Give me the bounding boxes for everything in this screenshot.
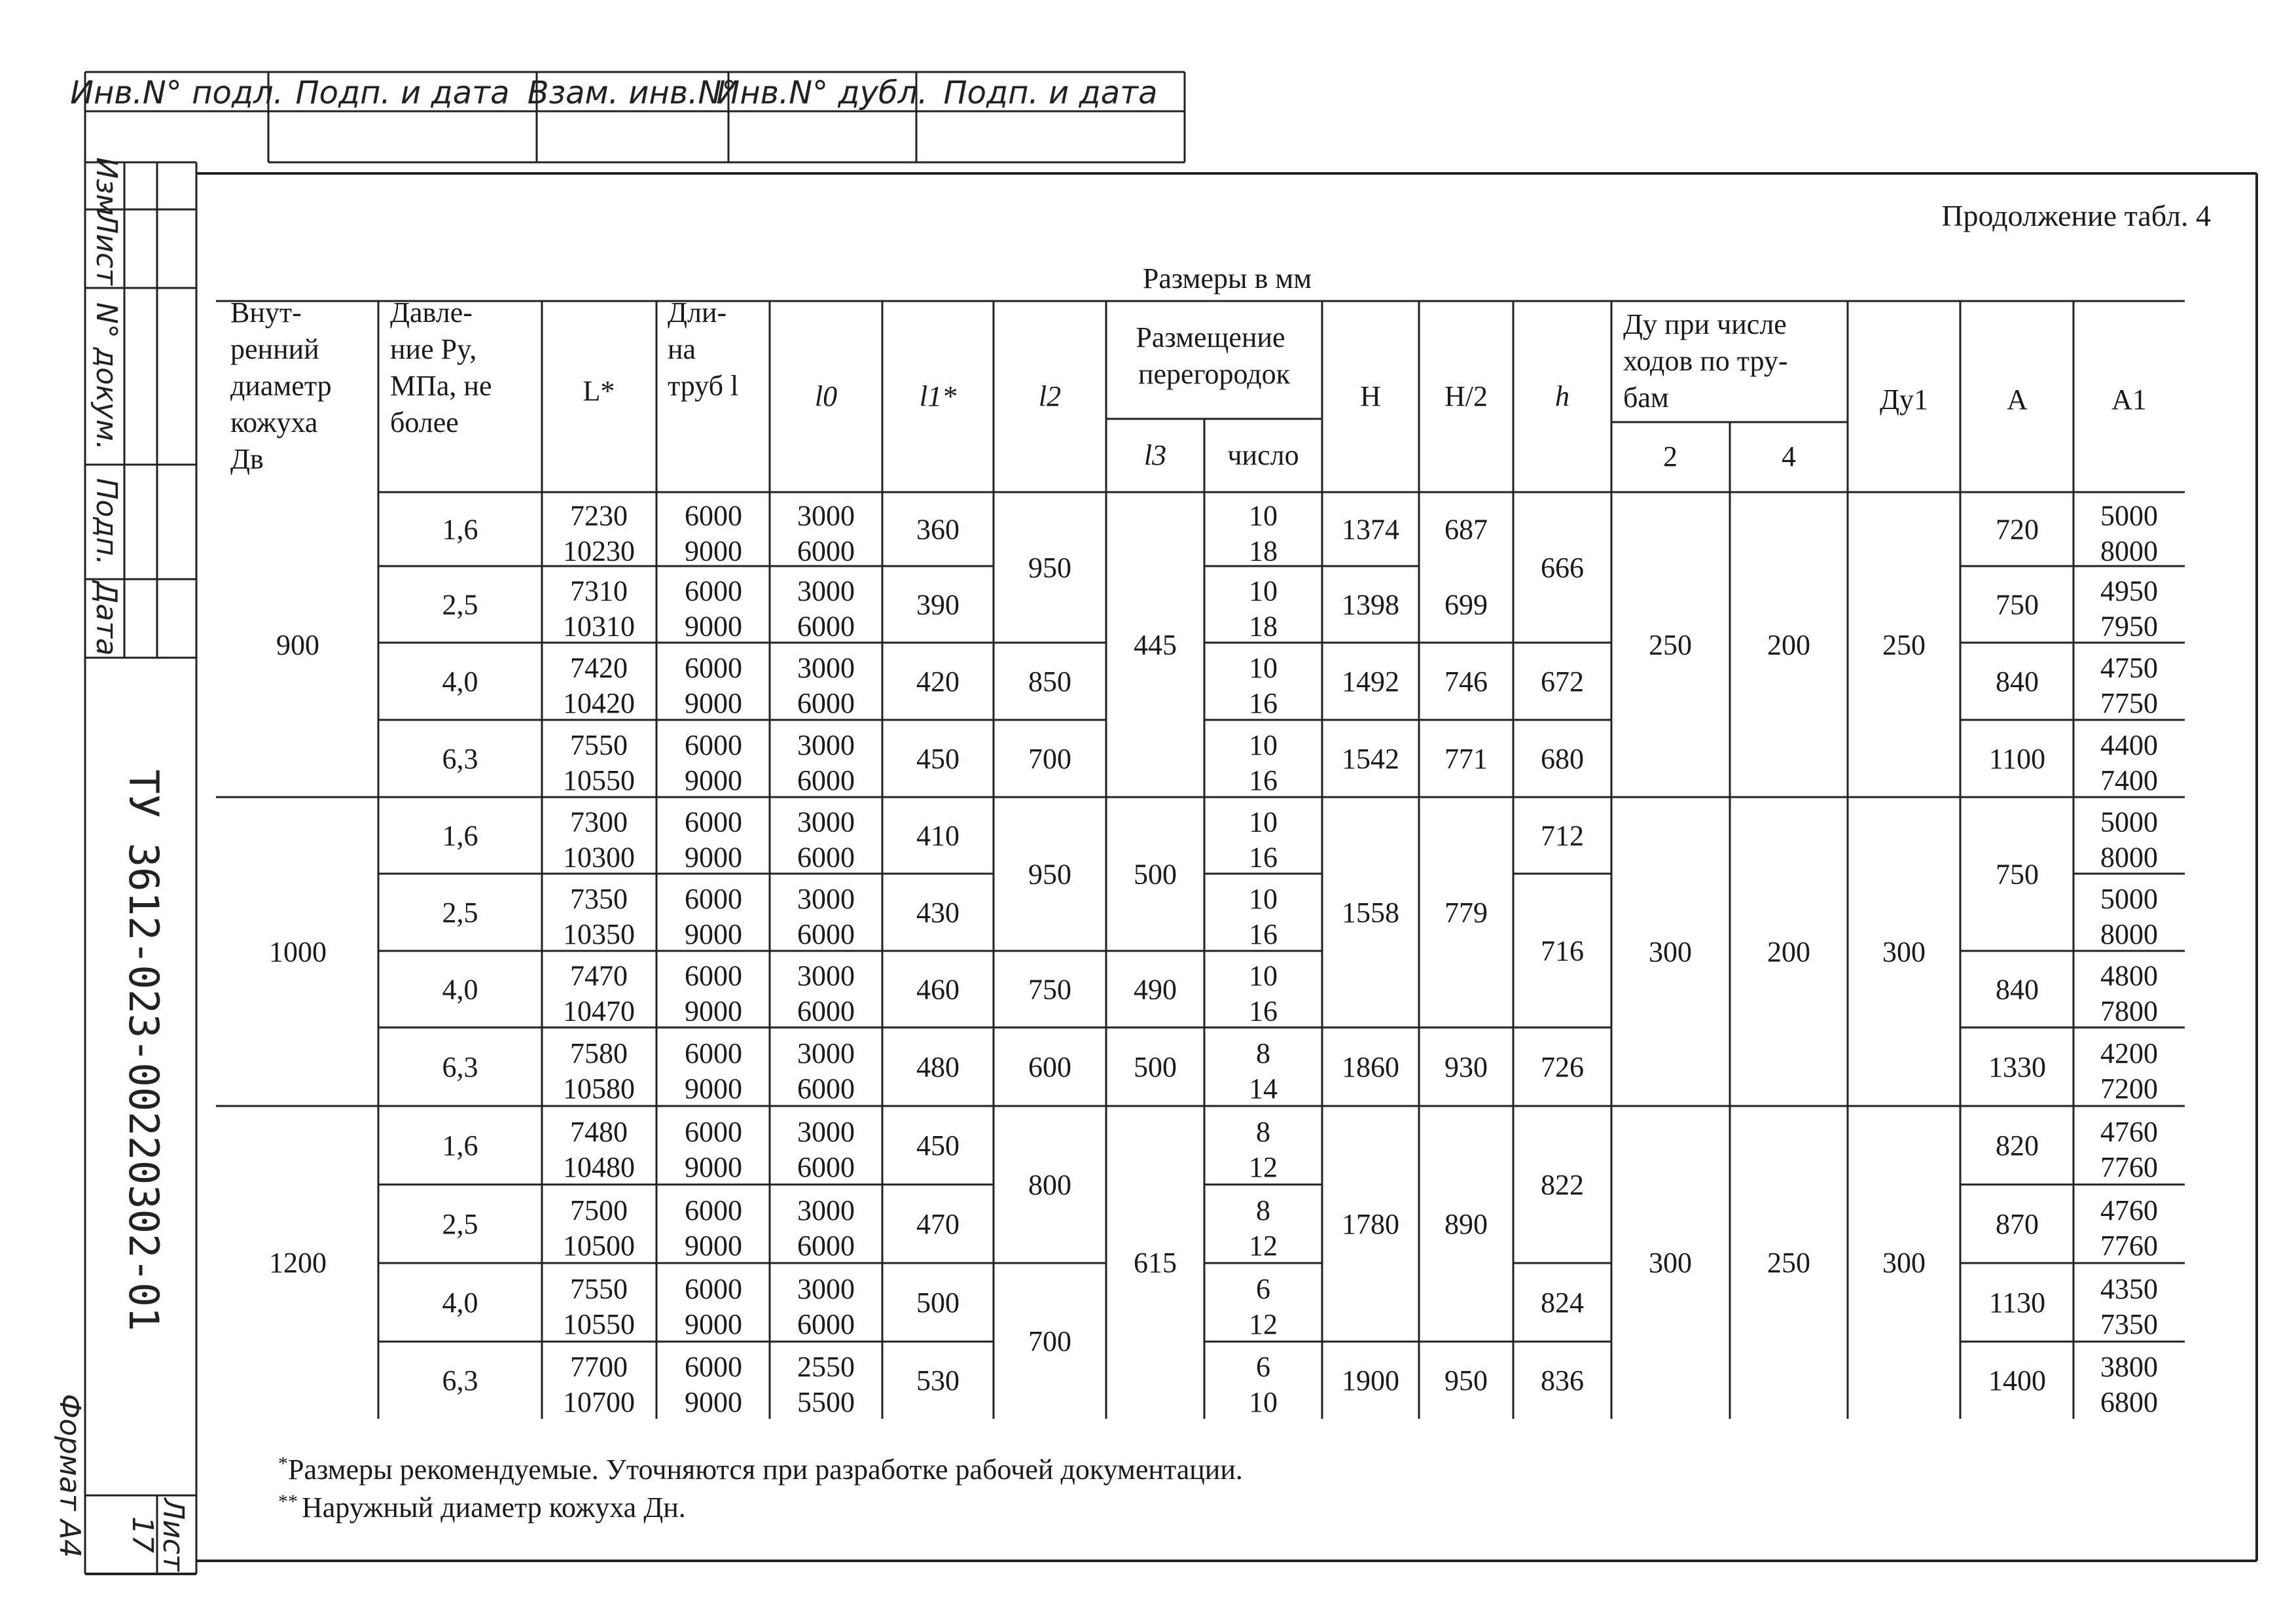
cell-l2: 600 xyxy=(1028,1051,1071,1083)
cell-A: 1330 xyxy=(1988,1051,2046,1083)
header-L: L* xyxy=(583,375,615,407)
cell-l0-b: 5500 xyxy=(797,1386,855,1418)
cell-H: 1900 xyxy=(1342,1364,1399,1397)
cell-l0-a: 3000 xyxy=(797,652,855,684)
cell-L-a: 7350 xyxy=(570,883,628,915)
cell-l0-b: 6000 xyxy=(797,995,855,1027)
cell-baffle-count-a: 6 xyxy=(1256,1351,1270,1383)
header-inner-diameter: Внут- ренний диаметр кожуха Дв xyxy=(230,296,332,475)
cell-L-b: 10420 xyxy=(563,687,635,719)
cell-baffle-count-a: 10 xyxy=(1249,883,1278,915)
cell-tube-length-b: 9000 xyxy=(685,1230,742,1262)
table-caption: Продолжение табл. 4 xyxy=(1941,199,2211,232)
cell-baffle-count-b: 12 xyxy=(1249,1230,1278,1262)
cell-baffle-count-b: 16 xyxy=(1249,764,1278,796)
cell-h: 726 xyxy=(1541,1051,1584,1083)
header-du-passes: Ду при числе ходов по тру- бам xyxy=(1623,308,1788,414)
cell-tube-length-b: 9000 xyxy=(685,841,742,874)
cell-du1: 300 xyxy=(1882,1247,1926,1279)
cell-A1-a: 4950 xyxy=(2100,575,2158,607)
cell-h: 680 xyxy=(1541,743,1584,775)
cell-baffle-count-b: 16 xyxy=(1249,918,1278,950)
cell-l2: 750 xyxy=(1028,973,1071,1006)
cell-A1-a: 4760 xyxy=(2100,1116,2158,1148)
cell-H2: 687 xyxy=(1444,513,1488,546)
cell-baffle-count-b: 12 xyxy=(1249,1151,1278,1183)
cell-diameter: 900 xyxy=(276,629,319,661)
cell-H: 1860 xyxy=(1342,1051,1399,1083)
sheet-label: Лист xyxy=(156,1498,190,1571)
cell-A: 1100 xyxy=(1988,743,2046,775)
cell-du-4: 250 xyxy=(1767,1247,1810,1279)
cell-pressure: 4,0 xyxy=(442,666,478,698)
cell-A: 870 xyxy=(1996,1208,2039,1240)
cell-du1: 250 xyxy=(1882,629,1926,661)
cell-L-b: 10550 xyxy=(563,764,635,796)
cell-L-b: 10480 xyxy=(563,1151,635,1183)
cell-l0-a: 3000 xyxy=(797,1273,855,1305)
cell-baffle-count-b: 18 xyxy=(1249,535,1278,567)
cell-tube-length-b: 9000 xyxy=(685,918,742,950)
cell-pressure: 1,6 xyxy=(442,1130,478,1162)
cell-L-b: 10500 xyxy=(563,1230,635,1262)
cell-h: 666 xyxy=(1541,552,1584,584)
cell-H2: 930 xyxy=(1444,1051,1488,1083)
cell-baffle-count-b: 10 xyxy=(1249,1386,1278,1418)
cell-pressure: 1,6 xyxy=(442,819,478,852)
cell-l0-a: 3000 xyxy=(797,806,855,838)
header-count: число xyxy=(1227,439,1299,471)
cell-tube-length-a: 6000 xyxy=(685,1037,742,1069)
cell-A1-a: 3800 xyxy=(2100,1351,2158,1383)
cell-l0-a: 3000 xyxy=(797,1116,855,1148)
cell-baffle-count-a: 10 xyxy=(1249,652,1278,684)
sheet-number: 17 xyxy=(126,1516,159,1553)
cell-A1-b: 7760 xyxy=(2100,1151,2158,1183)
cell-tube-length-a: 6000 xyxy=(685,806,742,838)
cell-A1-a: 4200 xyxy=(2100,1037,2158,1069)
cell-pressure: 2,5 xyxy=(442,1208,478,1240)
cell-A1-b: 8000 xyxy=(2100,841,2158,874)
cell-l2: 950 xyxy=(1028,858,1071,891)
cell-A1-b: 7760 xyxy=(2100,1230,2158,1262)
cell-baffle-count-a: 8 xyxy=(1256,1116,1270,1148)
cell-l3: 615 xyxy=(1134,1247,1177,1279)
header-l1: l1* xyxy=(919,380,957,412)
side-label-izm: Изм xyxy=(90,157,123,216)
cell-H2: 746 xyxy=(1444,666,1488,698)
cell-baffle-count-a: 8 xyxy=(1256,1194,1270,1226)
cell-A1-a: 4400 xyxy=(2100,729,2158,761)
cell-L-a: 7470 xyxy=(570,959,628,992)
cell-baffle-count-b: 16 xyxy=(1249,687,1278,719)
cell-A: 1400 xyxy=(1988,1364,2046,1397)
stamp-cell-podp-data-2: Подп. и дата xyxy=(943,75,1158,111)
cell-H2: 771 xyxy=(1444,743,1488,775)
header-du1: Ду1 xyxy=(1879,383,1929,416)
header-du-4: 4 xyxy=(1782,440,1796,473)
cell-h: 712 xyxy=(1541,819,1584,852)
cell-diameter: 1200 xyxy=(269,1247,327,1279)
cell-L-a: 7480 xyxy=(570,1116,628,1148)
cell-tube-length-a: 6000 xyxy=(685,1273,742,1305)
cell-l1: 410 xyxy=(916,819,960,852)
cell-l0-b: 6000 xyxy=(797,918,855,950)
side-label-podp: Подп. xyxy=(90,478,123,565)
cell-tube-length-a: 6000 xyxy=(685,729,742,761)
cell-A: 820 xyxy=(1996,1130,2039,1162)
header-l2: l2 xyxy=(1038,380,1062,412)
cell-L-b: 10700 xyxy=(563,1386,635,1418)
header-H: H xyxy=(1360,380,1381,412)
cell-du1: 300 xyxy=(1882,936,1926,968)
format-label: Формат А4 xyxy=(53,1393,86,1558)
cell-L-a: 7700 xyxy=(570,1351,628,1383)
cell-h: 824 xyxy=(1541,1287,1584,1319)
cell-baffle-count-b: 14 xyxy=(1249,1073,1278,1105)
header-pressure: Давле- ние Py, МПа, не более xyxy=(390,296,492,438)
cell-A1-a: 4800 xyxy=(2100,959,2158,992)
cell-tube-length-b: 9000 xyxy=(685,610,742,643)
cell-l0-a: 3000 xyxy=(797,959,855,992)
cell-tube-length-a: 6000 xyxy=(685,652,742,684)
header-tube-length: Дли- на труб l xyxy=(668,296,739,402)
cell-A1-a: 5000 xyxy=(2100,883,2158,915)
cell-tube-length-a: 6000 xyxy=(685,1351,742,1383)
stamp-cell-inv-dubl: Инв.N° дубл. xyxy=(716,75,928,111)
cell-A1-b: 7800 xyxy=(2100,995,2158,1027)
stamp-cell-podp-data: Подп. и дата xyxy=(295,75,510,111)
cell-H: 1558 xyxy=(1342,897,1399,929)
cell-L-b: 10470 xyxy=(563,995,635,1027)
table-body xyxy=(269,500,2158,1419)
cell-A: 750 xyxy=(1996,858,2039,891)
header-A: A xyxy=(2007,383,2028,416)
cell-l0-b: 6000 xyxy=(797,535,855,567)
cell-diameter: 1000 xyxy=(269,936,327,968)
cell-L-b: 10300 xyxy=(563,841,635,874)
cell-L-a: 7550 xyxy=(570,729,628,761)
cell-L-a: 7310 xyxy=(570,575,628,607)
document-code: ТУ 3612-023-00220302-01 xyxy=(120,769,168,1332)
cell-H2: 890 xyxy=(1444,1208,1488,1240)
cell-A: 750 xyxy=(1996,588,2039,621)
cell-l0-b: 6000 xyxy=(797,1151,855,1183)
cell-l2: 800 xyxy=(1028,1169,1071,1201)
cell-A1-a: 4350 xyxy=(2100,1273,2158,1305)
cell-baffle-count-b: 12 xyxy=(1249,1308,1278,1340)
cell-L-b: 10310 xyxy=(563,610,635,643)
cell-l2: 700 xyxy=(1028,1325,1071,1357)
cell-A1-b: 7950 xyxy=(2100,610,2158,643)
cell-A1-b: 7750 xyxy=(2100,687,2158,719)
cell-A: 720 xyxy=(1996,513,2039,546)
cell-l1: 450 xyxy=(916,743,960,775)
cell-l3: 490 xyxy=(1134,973,1177,1006)
cell-tube-length-a: 6000 xyxy=(685,1116,742,1148)
cell-L-b: 10230 xyxy=(563,535,635,567)
cell-l0-b: 6000 xyxy=(797,841,855,874)
cell-l0-a: 3000 xyxy=(797,1037,855,1069)
cell-l2: 850 xyxy=(1028,666,1071,698)
cell-baffle-count-a: 10 xyxy=(1249,959,1278,992)
cell-L-a: 7420 xyxy=(570,652,628,684)
cell-baffle-count-a: 10 xyxy=(1249,575,1278,607)
cell-H: 1374 xyxy=(1342,513,1399,546)
side-label-data: Дата xyxy=(90,581,123,656)
cell-pressure: 6,3 xyxy=(442,743,478,775)
stamp-cell-inv-podl: Инв.N° подл. xyxy=(70,75,283,111)
cell-h: 822 xyxy=(1541,1169,1584,1201)
side-label-list: Лист xyxy=(90,212,123,285)
cell-A: 840 xyxy=(1996,973,2039,1006)
cell-L-b: 10550 xyxy=(563,1308,635,1340)
cell-baffle-count-a: 10 xyxy=(1249,499,1278,532)
cell-H: 1780 xyxy=(1342,1208,1399,1240)
cell-pressure: 6,3 xyxy=(442,1364,478,1397)
cell-l1: 460 xyxy=(916,973,960,1006)
units-note: Размеры в мм xyxy=(1142,262,1312,294)
stamp-cell-vzam-inv: Взам. инв.N° xyxy=(527,75,738,111)
cell-l0-a: 3000 xyxy=(797,575,855,607)
cell-H2: 950 xyxy=(1444,1364,1488,1397)
cell-H2: 699 xyxy=(1444,588,1488,621)
cell-pressure: 2,5 xyxy=(442,897,478,929)
header-l3: l3 xyxy=(1143,439,1167,471)
cell-baffle-count-b: 16 xyxy=(1249,841,1278,874)
cell-h: 836 xyxy=(1541,1364,1584,1397)
cell-l1: 390 xyxy=(916,588,960,621)
cell-l3: 445 xyxy=(1134,629,1177,661)
cell-H: 1492 xyxy=(1342,666,1399,698)
cell-baffle-count-a: 8 xyxy=(1256,1037,1270,1069)
cell-l0-a: 3000 xyxy=(797,499,855,532)
cell-tube-length-a: 6000 xyxy=(685,883,742,915)
cell-pressure: 1,6 xyxy=(442,513,478,546)
cell-l1: 480 xyxy=(916,1051,960,1083)
cell-l0-b: 6000 xyxy=(797,1230,855,1262)
cell-du-4: 200 xyxy=(1767,629,1810,661)
cell-L-a: 7580 xyxy=(570,1037,628,1069)
cell-A1-a: 5000 xyxy=(2100,806,2158,838)
cell-baffle-count-a: 10 xyxy=(1249,806,1278,838)
cell-tube-length-a: 6000 xyxy=(685,499,742,532)
cell-l1: 420 xyxy=(916,666,960,698)
cell-l0-b: 6000 xyxy=(797,687,855,719)
cell-tube-length-a: 6000 xyxy=(685,959,742,992)
cell-tube-length-b: 9000 xyxy=(685,687,742,719)
cell-du-4: 200 xyxy=(1767,936,1810,968)
cell-pressure: 2,5 xyxy=(442,588,478,621)
cell-l2: 950 xyxy=(1028,552,1071,584)
cell-baffle-count-b: 18 xyxy=(1249,610,1278,643)
header-baffles: Размещение перегородок xyxy=(1136,321,1291,390)
cell-l0-b: 6000 xyxy=(797,764,855,796)
cell-A1-b: 7350 xyxy=(2100,1308,2158,1340)
cell-L-a: 7230 xyxy=(570,499,628,532)
cell-l1: 430 xyxy=(916,897,960,929)
cell-A1-b: 8000 xyxy=(2100,918,2158,950)
cell-A1-a: 5000 xyxy=(2100,499,2158,532)
cell-l3: 500 xyxy=(1134,1051,1177,1083)
cell-l1: 360 xyxy=(916,513,960,546)
cell-tube-length-b: 9000 xyxy=(685,1073,742,1105)
cell-H: 1542 xyxy=(1342,743,1399,775)
footnote-2: ** Наружный диаметр кожуха Дн. xyxy=(278,1491,686,1524)
cell-H2: 779 xyxy=(1444,897,1488,929)
cell-L-a: 7500 xyxy=(570,1194,628,1226)
cell-L-b: 10580 xyxy=(563,1073,635,1105)
cell-l0-b: 6000 xyxy=(797,610,855,643)
cell-pressure: 4,0 xyxy=(442,973,478,1006)
cell-tube-length-b: 9000 xyxy=(685,995,742,1027)
cell-L-b: 10350 xyxy=(563,918,635,950)
cell-tube-length-b: 9000 xyxy=(685,764,742,796)
cell-l0-a: 3000 xyxy=(797,883,855,915)
side-label-doc: N° докум. xyxy=(90,302,123,451)
cell-tube-length-b: 9000 xyxy=(685,1151,742,1183)
cell-du-2: 300 xyxy=(1649,1247,1692,1279)
cell-h: 672 xyxy=(1541,666,1584,698)
cell-l0-a: 3000 xyxy=(797,1194,855,1226)
header-h: h xyxy=(1555,380,1570,412)
cell-l2: 700 xyxy=(1028,743,1071,775)
cell-A1-b: 7200 xyxy=(2100,1073,2158,1105)
cell-tube-length-b: 9000 xyxy=(685,535,742,567)
header-du-2: 2 xyxy=(1663,440,1677,473)
cell-A1-b: 8000 xyxy=(2100,535,2158,567)
header-l0: l0 xyxy=(814,380,838,412)
cell-l1: 500 xyxy=(916,1287,960,1319)
cell-A: 1130 xyxy=(1988,1287,2046,1319)
cell-l1: 530 xyxy=(916,1364,960,1397)
cell-baffle-count-a: 6 xyxy=(1256,1273,1270,1305)
cell-A1-b: 6800 xyxy=(2100,1386,2158,1418)
footnote-1: *Размеры рекомендуемые. Уточняются при разработке рабочей документации. xyxy=(278,1453,1243,1486)
cell-L-a: 7300 xyxy=(570,806,628,838)
cell-baffle-count-b: 16 xyxy=(1249,995,1278,1027)
cell-A1-a: 4750 xyxy=(2100,652,2158,684)
cell-A1-b: 7400 xyxy=(2100,764,2158,796)
cell-A: 840 xyxy=(1996,666,2039,698)
header-H2: H/2 xyxy=(1444,380,1488,412)
header-A1: A1 xyxy=(2111,383,2147,416)
cell-L-a: 7550 xyxy=(570,1273,628,1305)
cell-h: 716 xyxy=(1541,935,1584,967)
cell-du-2: 250 xyxy=(1649,629,1692,661)
cell-H: 1398 xyxy=(1342,588,1399,621)
cell-l0-a: 2550 xyxy=(797,1351,855,1383)
cell-pressure: 4,0 xyxy=(442,1287,478,1319)
cell-tube-length-b: 9000 xyxy=(685,1308,742,1340)
cell-du-2: 300 xyxy=(1649,936,1692,968)
cell-l0-b: 6000 xyxy=(797,1308,855,1340)
cell-A1-a: 4760 xyxy=(2100,1194,2158,1226)
cell-l0-a: 3000 xyxy=(797,729,855,761)
cell-tube-length-a: 6000 xyxy=(685,575,742,607)
cell-l1: 450 xyxy=(916,1130,960,1162)
cell-l3: 500 xyxy=(1134,858,1177,891)
cell-l0-b: 6000 xyxy=(797,1073,855,1105)
cell-baffle-count-a: 10 xyxy=(1249,729,1278,761)
cell-pressure: 6,3 xyxy=(442,1051,478,1083)
cell-l1: 470 xyxy=(916,1208,960,1240)
cell-tube-length-a: 6000 xyxy=(685,1194,742,1226)
cell-tube-length-b: 9000 xyxy=(685,1386,742,1418)
